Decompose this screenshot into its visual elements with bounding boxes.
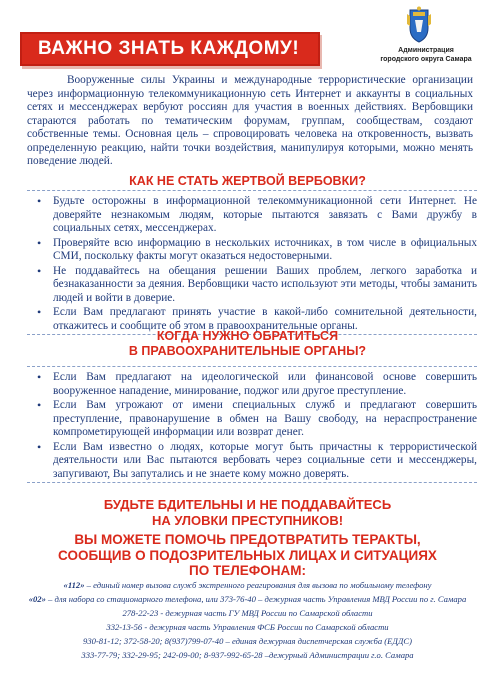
- call-line-3: ПО ТЕЛЕФОНАМ:: [189, 563, 306, 578]
- list-item: [27, 237, 477, 264]
- contact-112-text: – единый номер вызова служб экстренного реагирования для вызова по мобильному телефону: [84, 580, 432, 590]
- list-item-text: Если Вам предлагают на идеологической или финансовой основе совершить вооруженное нападение, минирование, поджог или другое преступление.: [53, 371, 477, 397]
- list-item: [27, 195, 477, 236]
- list-item: [27, 265, 477, 306]
- contact-list: [10, 580, 485, 661]
- contact-line-5: 930-81-12; 372-58-20; 8(937)799-07-40 – единая дежурная диспетчерская служба (ЕДДС): [83, 636, 412, 646]
- coat-of-arms-icon: [404, 6, 434, 44]
- list-item-text: Если Вам известно о людях, которые могут быть причастны к террористической деятельности или Вас пытаются вербовать через социальные сети и мессенджеры, запугивают, Вы запутались и не знаете кому можно доверять.: [53, 440, 477, 480]
- intro-paragraph: Вооруженные силы Украины и международные террористические организации через информационную телекоммуникационную сеть Интернет и аккаунты в социальных сетях и мессенджерах вербуют россиян для участия в военных действиях. Вербовщики стараются работать по тематическим форумам, группам, сообществам, создают собственные темы. Основная цель – спровоцировать человека на откровенность, вызвать определенную реакцию, найти точки воздействия, манипулируя которыми, можно менять поведение людей.: [27, 74, 473, 167]
- administration-label: [376, 46, 476, 64]
- section1-list: [27, 190, 477, 335]
- bullet-icon: •: [37, 439, 42, 454]
- contact-02-text: – для набора со стационарного телефона, или 373-76-40 – дежурная часть Управления МВД России по г. Самара: [45, 594, 467, 604]
- call-line-1: ВЫ МОЖЕТЕ ПОМОЧЬ ПРЕДОТВРАТИТЬ ТЕРАКТЫ,: [74, 532, 421, 547]
- contact-02: [10, 594, 485, 605]
- report-call-to-action: [20, 532, 475, 579]
- section2-heading: [20, 329, 475, 359]
- contact-02-number: «02»: [28, 594, 46, 604]
- contact-line-4: 332-13-56 - дежурная часть Управления ФСБ России по Самарской области: [106, 622, 389, 632]
- section2-heading-line-1: КОГДА НУЖНО ОБРАТИТЬСЯ: [156, 329, 339, 343]
- contact-112-number: «112»: [63, 580, 85, 590]
- bullet-icon: •: [37, 235, 42, 250]
- banner-title: ВАЖНО ЗНАТЬ КАЖДОМУ!: [38, 38, 300, 59]
- bullet-icon: •: [37, 398, 42, 412]
- call-line-2: СООБЩИВ О ПОДОЗРИТЕЛЬНЫХ ЛИЦАХ И СИТУАЦИЯХ: [58, 547, 437, 563]
- bullet-icon: •: [37, 370, 42, 384]
- list-item-text: Если Вам предлагают принять участие в какой-либо сомнительной деятельности, откажитесь и сообщите об этом в правоохранительные органы.: [53, 306, 477, 332]
- admin-line-2: городского округа Самара: [380, 56, 472, 63]
- warning-line-1: БУДЬТЕ БДИТЕЛЬНЫ И НЕ ПОДДАВАЙТЕСЬ: [103, 497, 392, 512]
- contact-line-6: 333-77-79; 332-29-95; 242-09-00; 8-937-992-65-28 –дежурный Администрации г.о. Самара: [81, 650, 414, 660]
- contact-112: [10, 580, 485, 591]
- bullet-icon: •: [37, 194, 42, 208]
- warning-line-2: НА УЛОВКИ ПРЕСТУПНИКОВ!: [151, 513, 344, 528]
- admin-line-1: Администрация: [398, 47, 454, 54]
- bullet-icon: •: [37, 263, 42, 278]
- list-item: [27, 441, 477, 482]
- section1-heading: КАК НЕ СТАТЬ ЖЕРТВОЙ ВЕРБОВКИ?: [129, 174, 366, 188]
- list-item: [27, 371, 477, 398]
- list-item: [27, 399, 477, 440]
- list-item-text: Если Вам угрожают от имени специальных служб и предлагают совершить преступление, правонарушение в обмен на Вашу свободу, на нераспространение компрометирующей информации или возврат денег.: [53, 399, 477, 438]
- contact-line-3: 278-22-23 - дежурная часть ГУ МВД России по Самарской области: [122, 608, 373, 618]
- section2-list: [27, 366, 477, 483]
- list-item-text: Проверяйте всю информацию в нескольких источниках, в том числе в официальных СМИ, поскольку факты могут оказаться недостоверными.: [53, 236, 477, 262]
- section2-heading-line-2: В ПРАВООХРАНИТЕЛЬНЫЕ ОРГАНЫ?: [128, 344, 367, 358]
- vigilance-warning: [20, 497, 475, 529]
- list-item-text: Будьте осторожны в информационной телекоммуникационной сети Интернет. Не доверяйте незнакомым людям, которые пытаются завязать с Вами дружбу в социальных сетях, мессенджерах.: [53, 195, 477, 234]
- list-item-text: Не поддавайтесь на обещания решении Ваших проблем, легкого заработка и безнаказанности за деяния. Вербовщики часто используют эти методы, чтобы заманить людей и войти в доверие.: [53, 264, 477, 304]
- bullet-icon: •: [37, 305, 42, 319]
- title-banner: [20, 32, 320, 66]
